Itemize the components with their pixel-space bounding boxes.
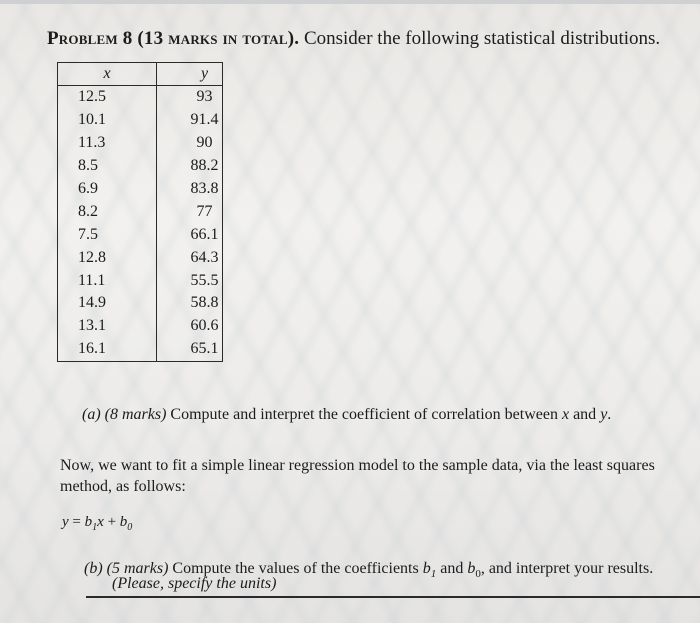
cell-y: 91.4: [190, 111, 219, 129]
question-a: [82, 406, 611, 424]
problem-title: [47, 27, 660, 51]
cell-y: 90: [196, 134, 213, 152]
formula-equals: =: [68, 514, 85, 530]
column-header-y: y: [157, 63, 223, 86]
table-row: [58, 246, 223, 269]
question-b-text: Compute the values of the coefficients: [172, 560, 419, 577]
formula-x: x: [97, 514, 104, 530]
question-b-and: and: [440, 560, 464, 577]
formula-b0-sub: 0: [127, 522, 133, 533]
table-row: [58, 178, 223, 201]
formula-y: y: [62, 514, 69, 530]
cell-y: 93: [196, 88, 213, 106]
cell-y: 64.3: [190, 248, 219, 266]
cell-x: 12.8: [58, 246, 157, 269]
table-row: [58, 338, 223, 361]
regression-formula: [62, 514, 132, 533]
cell-y: 60.6: [190, 317, 219, 335]
table-row: [58, 200, 223, 223]
cell-y: 65.1: [190, 340, 219, 358]
question-a-and: and: [573, 406, 597, 423]
table-row: [58, 223, 223, 246]
cell-x: 12.5: [58, 86, 157, 109]
table-row: [58, 109, 223, 132]
variable-y: y: [600, 406, 608, 423]
cell-y: 88.2: [190, 157, 219, 175]
coef-b1: b: [422, 560, 431, 577]
cell-x: 8.5: [58, 155, 157, 178]
cell-x: 8.2: [58, 200, 157, 223]
table-row: [58, 86, 223, 109]
problem-heading: Problem 8 (13 marks in total).: [47, 28, 300, 49]
table-row: [58, 269, 223, 292]
data-table: [57, 62, 223, 362]
cell-x: 7.5: [58, 223, 157, 246]
cell-x: 16.1: [58, 338, 157, 361]
variable-x: x: [561, 406, 570, 423]
problem-intro: Consider the following statistical distributions.: [303, 28, 661, 49]
bottom-rule: [86, 596, 700, 598]
cell-x: 11.1: [58, 269, 157, 292]
question-a-label: (a) (8 marks): [82, 406, 167, 423]
table-header-row: [58, 63, 223, 86]
cell-y: 83.8: [190, 180, 219, 197]
coef-b0-sub: 0: [475, 568, 481, 581]
cell-y: 66.1: [190, 225, 219, 243]
column-header-x: x: [58, 63, 157, 86]
cell-y: 55.5: [190, 271, 219, 289]
table-row: [58, 315, 223, 338]
page-top-edge: [0, 0, 700, 4]
formula-b0: b: [119, 514, 128, 530]
question-a-text: Compute and interpret the coefficient of correlation between: [170, 406, 558, 423]
cell-x: 10.1: [58, 109, 157, 132]
cell-x: 11.3: [58, 132, 157, 155]
regression-paragraph: Now, we want to fit a simple linear regression model to the sample data, via the least squares method, as follows:: [60, 457, 655, 495]
question-b-text-end: , and interpret your results.: [480, 560, 654, 577]
formula-b1: b: [84, 514, 93, 530]
cell-x: 14.9: [58, 292, 157, 315]
cell-x: 6.9: [58, 178, 157, 201]
table-row: [58, 155, 223, 178]
question-b-label: (b) (5 marks): [84, 560, 169, 577]
coef-b1-sub: 1: [430, 568, 437, 581]
table-row: [58, 132, 223, 155]
cell-y: 58.8: [190, 294, 219, 312]
question-b-note: (Please, specify the units): [112, 575, 277, 592]
formula-plus: +: [103, 514, 120, 530]
coef-b0: b: [467, 560, 476, 577]
question-a-period: .: [607, 406, 612, 423]
cell-y: 77: [196, 202, 213, 220]
cell-x: 13.1: [58, 315, 157, 338]
table-row: [58, 292, 223, 315]
formula-b1-sub: 1: [92, 522, 98, 533]
